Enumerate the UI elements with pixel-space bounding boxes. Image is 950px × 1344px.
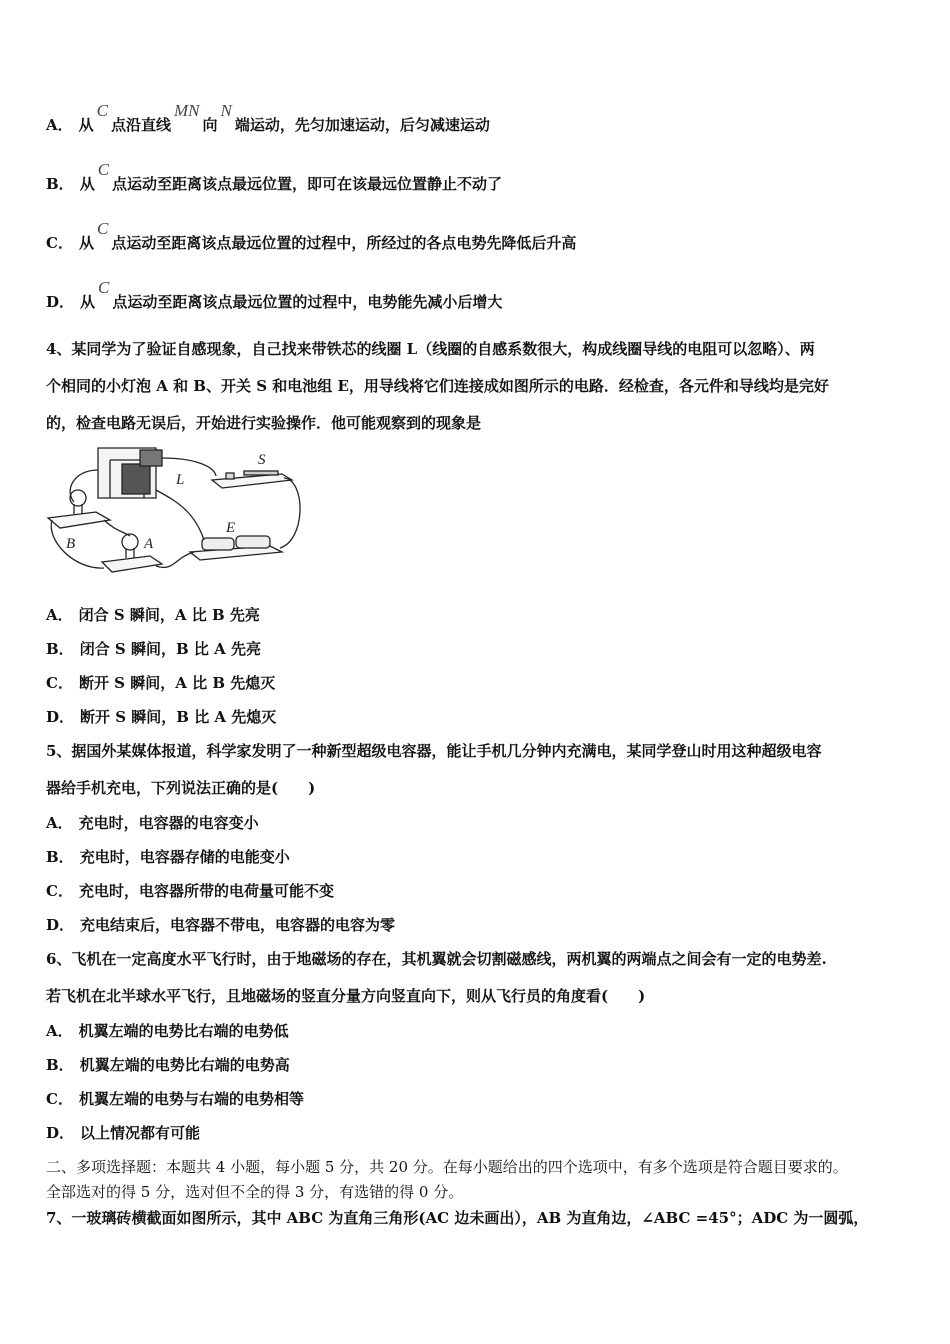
option-label: A．: [46, 814, 73, 832]
q5-option-d: [46, 915, 395, 935]
q6-option-a: [46, 1021, 289, 1041]
q5-option-b: [46, 847, 290, 867]
option-label: B．: [46, 848, 74, 866]
option-label: D．: [46, 708, 75, 726]
q4-stem-line-1: 4、某同学为了验证自感现象，自己找来带铁芯的线圈 L（线圈的自感系数很大，构成线圈导线的电阻可以忽略）、两: [46, 340, 815, 358]
option-label: B．: [46, 640, 74, 658]
math-var: C: [96, 219, 109, 238]
option-text-post: 点运动至距离该点最远位置的过程中，电势能先减小后增大: [112, 293, 503, 311]
q6-option-d: [46, 1123, 200, 1143]
label-b: B: [66, 536, 76, 552]
label-e: E: [226, 520, 236, 536]
option-text: 机翼左端的电势比右端的电势低: [78, 1022, 289, 1040]
q5-stem-line-2: 器给手机充电，下列说法正确的是( ): [46, 779, 316, 797]
option-text: 机翼左端的电势与右端的电势相等: [78, 1090, 304, 1108]
option-text-pre: 从: [78, 234, 94, 252]
option-label: C．: [46, 882, 73, 900]
q4-option-c: [46, 673, 275, 693]
q4-option-b: [46, 639, 261, 659]
option-text: 充电时，电容器存储的电能变小: [79, 848, 290, 866]
option-text: 充电时，电容器的电容变小: [78, 814, 259, 832]
q6-stem-line-2: 若飞机在北半球水平飞行，且地磁场的竖直分量方向竖直向下，则从飞行员的角度看( ): [46, 987, 646, 1005]
math-var: C: [98, 278, 110, 297]
math-var: C: [97, 160, 110, 179]
option-text-post: 点运动至距离该点最远位置，即可在该最远位置静止不动了: [112, 175, 503, 193]
section2-line-1: 二、多项选择题：本题共 4 小题，每小题 5 分，共 20 分。在每小题给出的四个选项中，有多个选项是符合题目要求的。: [46, 1158, 848, 1176]
option-text-pre: 从: [78, 116, 94, 134]
option-text: 以上情况都有可能: [80, 1124, 201, 1142]
q4-option-d: [46, 707, 276, 727]
option-text: 断开 S 瞬间，B 比 A 先熄灭: [80, 708, 277, 726]
option-label: C．: [46, 1090, 73, 1108]
option-text: 闭合 S 瞬间，A 比 B 先亮: [78, 606, 260, 624]
option-label: A．: [46, 606, 73, 624]
option-label: B．: [46, 175, 74, 193]
math-var: MN: [174, 101, 200, 120]
q7-stem-line-1: 7、一玻璃砖横截面如图所示，其中 ABC 为直角三角形(AC 边未画出），AB 为直角边，∠ABC =45°；ADC 为一圆弧，: [46, 1209, 869, 1227]
option-text-post: 端运动，先匀加速运动，后匀减速运动: [234, 116, 490, 134]
q5-option-c: [46, 881, 334, 901]
q3-option-d: [46, 278, 503, 312]
q3-option-b: [46, 160, 503, 194]
option-label: C．: [46, 674, 73, 692]
option-label: D．: [46, 293, 75, 311]
option-text: 断开 S 瞬间，A 比 B 先熄灭: [78, 674, 276, 692]
option-label: A．: [46, 116, 73, 134]
q3-option-c: [46, 219, 577, 253]
q4-stem-line-2: 个相同的小灯泡 A 和 B、开关 S 和电池组 E，用导线将它们连接成如图所示的电路．经检查，各元件和导线均是完好: [46, 377, 829, 395]
option-text: 充电结束后，电容器不带电，电容器的电容为零: [80, 916, 396, 934]
label-a: A: [144, 536, 154, 552]
q4-option-a: [46, 605, 260, 625]
option-label: C．: [46, 234, 73, 252]
label-s: S: [258, 452, 266, 468]
q5-option-a: [46, 813, 259, 833]
section2-line-2: 全部选对的得 5 分，选对但不全的得 3 分，有选错的得 0 分。: [46, 1183, 464, 1201]
option-label: D．: [46, 916, 75, 934]
q6-option-b: [46, 1055, 290, 1075]
option-label: D．: [46, 1124, 75, 1142]
circuit-figure: [44, 440, 314, 585]
option-text-mid: 点沿直线: [111, 116, 172, 134]
option-text: 闭合 S 瞬间，B 比 A 先亮: [79, 640, 261, 658]
math-var: C: [96, 101, 108, 120]
option-text-mid: 向: [202, 116, 218, 134]
q3-option-a: [46, 101, 490, 135]
math-var: N: [220, 101, 232, 120]
q5-stem-line-1: 5、据国外某媒体报道，科学家发明了一种新型超级电容器，能让手机几分钟内充满电，某同学登山时用这种超级电容: [46, 742, 822, 760]
label-l: L: [176, 472, 185, 488]
option-text-post: 点运动至距离该点最远位置的过程中，所经过的各点电势先降低后升高: [111, 234, 577, 252]
q6-option-c: [46, 1089, 304, 1109]
q4-stem-line-3: 的，检查电路无误后，开始进行实验操作．他可能观察到的现象是: [46, 414, 482, 432]
option-text: 机翼左端的电势比右端的电势高: [79, 1056, 290, 1074]
q6-stem-line-1: 6、飞机在一定高度水平飞行时，由于地磁场的存在，其机翼就会切割磁感线，两机翼的两端点之间会有一定的电势差.: [46, 950, 827, 968]
option-text-pre: 从: [79, 175, 95, 193]
option-label: B．: [46, 1056, 74, 1074]
option-text-pre: 从: [80, 293, 96, 311]
option-text: 充电时，电容器所带的电荷量可能不变: [78, 882, 334, 900]
option-label: A．: [46, 1022, 73, 1040]
